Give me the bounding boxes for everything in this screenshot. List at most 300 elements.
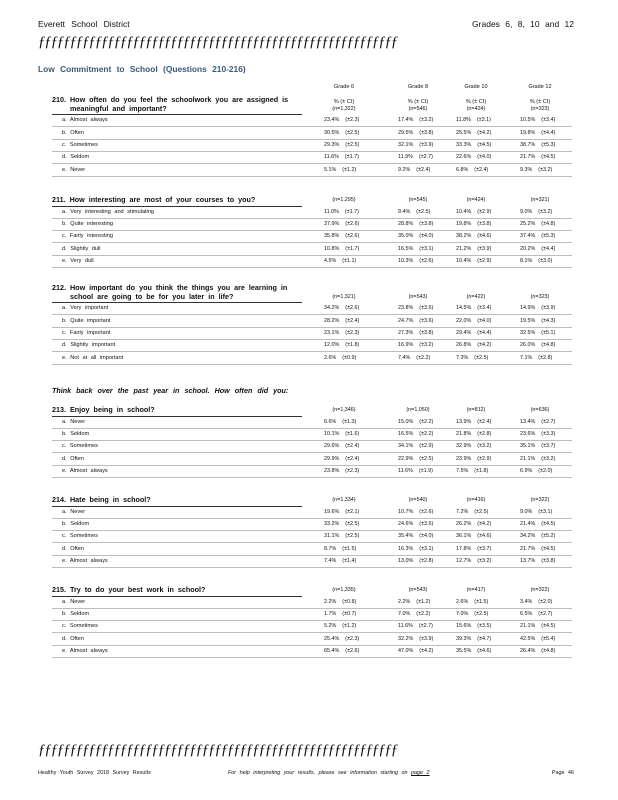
confidence-interval: (±1.1) <box>342 258 357 265</box>
sample-size: (n=540) <box>408 497 428 503</box>
confidence-interval: (±2.9) <box>419 443 434 450</box>
confidence-interval: (±4.4) <box>477 330 492 336</box>
row-divider <box>52 657 572 658</box>
percent-cell <box>324 305 359 311</box>
confidence-interval: (±3.6) <box>419 305 434 312</box>
grade-column-header: Grade 12 <box>528 84 552 90</box>
confidence-interval: (±3.5) <box>477 623 492 630</box>
percent-value: 32.2% <box>398 635 414 642</box>
percent-cell <box>520 258 552 264</box>
percent-value: 14.9% <box>520 305 536 312</box>
confidence-interval: (±5.3) <box>541 142 556 148</box>
percent-value: 34.2% <box>520 533 536 540</box>
percent-cell <box>520 521 555 527</box>
response-option-label: d. Seldom <box>62 154 90 161</box>
confidence-interval: (±2.9) <box>477 455 492 462</box>
percent-cell <box>456 342 491 348</box>
table-row <box>52 556 572 568</box>
confidence-interval: (±3.6) <box>419 521 434 527</box>
confidence-interval: (±1.2) <box>342 623 357 630</box>
percent-value: 11.9% <box>398 154 413 161</box>
district-name: Everett School District <box>38 19 130 29</box>
grade-column-header: Grade 10 <box>464 84 488 90</box>
sample-size: (n=636) <box>530 407 550 413</box>
percent-value: 29.3% <box>324 142 340 148</box>
confidence-interval: (±2.6) <box>419 508 434 515</box>
question-title <box>52 196 255 205</box>
ci-column-header: % (± CI) <box>529 99 551 105</box>
ci-column-header: % (± CI) <box>465 99 487 105</box>
percent-cell <box>520 431 555 437</box>
percent-value: 7.3% <box>456 354 469 361</box>
confidence-interval: (±1.4) <box>342 558 357 565</box>
percent-value: 7.4% <box>324 558 337 565</box>
percent-cell <box>520 468 552 474</box>
table-row <box>52 219 572 231</box>
percent-value: 2.2% <box>324 598 337 605</box>
sample-size: (n=543) <box>408 587 428 593</box>
percent-value: 8.7% <box>324 545 337 552</box>
response-option-label: a. Never <box>62 418 86 425</box>
table-row <box>52 646 572 658</box>
percent-value: 26.8% <box>456 342 472 349</box>
percent-cell <box>456 355 488 361</box>
percent-value: 25.4% <box>324 635 340 642</box>
confidence-interval: (±2.2) <box>416 354 431 361</box>
percent-cell <box>520 509 552 515</box>
percent-value: 5.2% <box>324 623 337 630</box>
percent-cell <box>324 318 359 324</box>
confidence-interval: (±4.8) <box>541 342 556 349</box>
percent-value: 22.9% <box>398 455 414 462</box>
confidence-interval: (±2.5) <box>345 142 360 148</box>
percent-cell <box>324 546 356 552</box>
table-row <box>52 544 572 556</box>
percent-cell <box>398 342 433 348</box>
response-option-label: c. Fairly interesting <box>62 233 113 240</box>
percent-cell <box>398 558 433 564</box>
percent-value: 13.9% <box>456 418 472 425</box>
percent-value: 24.6% <box>398 521 414 527</box>
percent-cell <box>324 558 356 564</box>
sample-size: (n=1,295) <box>332 197 356 203</box>
percent-value: 11.8% <box>456 117 471 124</box>
percent-value: 35.4% <box>398 533 414 540</box>
percent-value: 16.9% <box>398 342 414 349</box>
table-row <box>52 634 572 646</box>
percent-cell <box>456 533 491 539</box>
confidence-interval: (±0.9) <box>342 354 357 361</box>
percent-cell <box>324 521 359 527</box>
confidence-interval: (±2.2) <box>416 611 431 617</box>
confidence-interval: (±5.1) <box>541 330 556 336</box>
percent-cell <box>456 623 491 629</box>
percent-value: 36.1% <box>456 533 472 540</box>
confidence-interval: (±2.7) <box>541 418 556 425</box>
percent-cell <box>456 209 491 215</box>
confidence-interval: (±3.1) <box>476 117 491 124</box>
confidence-interval: (±3.2) <box>538 166 553 173</box>
percent-cell <box>324 209 359 215</box>
percent-cell <box>456 318 491 324</box>
confidence-interval: (±4.5) <box>541 521 556 527</box>
percent-value: 28.2% <box>324 317 340 324</box>
percent-value: 20.2% <box>520 245 536 252</box>
percent-value: 7.1% <box>520 354 533 361</box>
percent-cell <box>398 509 433 515</box>
table-row <box>52 165 572 177</box>
percent-cell <box>398 305 433 311</box>
response-option-label: c. Fairly important <box>62 330 111 336</box>
confidence-interval: (±2.6) <box>345 305 360 312</box>
confidence-interval: (±1.8) <box>345 342 360 349</box>
percent-value: 6.6% <box>324 418 337 425</box>
percent-cell <box>456 636 491 642</box>
sample-size: (n=1,321) <box>332 294 356 300</box>
percent-cell <box>398 130 433 136</box>
confidence-interval: (±2.5) <box>416 208 431 215</box>
percent-cell <box>398 154 433 160</box>
percent-value: 23.1% <box>324 330 340 336</box>
confidence-interval: (±4.4) <box>541 129 556 136</box>
response-option-label: a. Very important <box>62 305 109 312</box>
percent-cell <box>324 599 356 605</box>
confidence-interval: (±2.3) <box>345 635 360 642</box>
confidence-interval: (±1.7) <box>344 154 359 161</box>
response-option-label: e. Almost always <box>62 558 108 565</box>
question-title <box>52 284 287 301</box>
percent-cell <box>456 509 488 515</box>
confidence-interval: (±4.5) <box>541 623 556 630</box>
percent-value: 21.7% <box>520 545 536 552</box>
table-row <box>52 244 572 256</box>
confidence-interval: (±1.2) <box>342 166 357 173</box>
table-row <box>52 256 572 268</box>
confidence-interval: (±3.8) <box>477 221 492 227</box>
percent-value: 21.1% <box>520 623 536 630</box>
table-row <box>52 441 572 453</box>
percent-value: 9.4% <box>398 208 411 215</box>
percent-cell <box>520 318 555 324</box>
confidence-interval: (±3.4) <box>541 117 556 124</box>
confidence-interval: (±4.0) <box>477 154 492 161</box>
percent-cell <box>398 233 433 239</box>
percent-value: 13.4% <box>520 418 536 425</box>
percent-cell <box>398 318 433 324</box>
confidence-interval: (±3.1) <box>419 545 434 552</box>
response-option-label: c. Sometimes <box>62 533 98 540</box>
response-option-label: c. Sometimes <box>62 443 98 450</box>
percent-value: 26.2% <box>456 521 472 527</box>
sample-size: (n=422) <box>466 294 486 300</box>
question-title-line: 215. Try to do your best work in school? <box>52 585 206 594</box>
table-row <box>52 519 572 531</box>
percent-value: 10.8% <box>324 245 340 252</box>
confidence-interval: (±2.1) <box>345 508 360 515</box>
table-row <box>52 207 572 219</box>
confidence-interval: (±4.3) <box>541 317 556 324</box>
confidence-interval: (±2.5) <box>345 533 360 540</box>
percent-cell <box>398 221 433 227</box>
percent-cell <box>456 221 491 227</box>
response-option-label: b. Seldom <box>62 521 90 527</box>
percent-cell <box>520 611 552 617</box>
percent-cell <box>324 342 359 348</box>
percent-value: 24.7% <box>398 317 414 324</box>
confidence-interval: (±3.9) <box>419 635 434 642</box>
confidence-interval: (±2.5) <box>345 129 360 136</box>
grade-column-header: Grade 6 <box>333 84 355 90</box>
table-row <box>52 316 572 328</box>
confidence-interval: (±5.4) <box>541 635 556 642</box>
percent-value: 22.6% <box>456 154 472 161</box>
question-title <box>52 406 155 415</box>
confidence-interval: (±3.8) <box>541 558 556 565</box>
confidence-interval: (±2.6) <box>345 221 360 227</box>
confidence-interval: (±2.5) <box>419 455 434 462</box>
percent-value: 31.1% <box>324 533 340 540</box>
confidence-interval: (±2.2) <box>419 418 434 425</box>
sample-size: (n=416) <box>466 497 486 503</box>
percent-value: 33.3% <box>456 142 472 148</box>
percent-cell <box>324 533 359 539</box>
percent-value: 15.0% <box>398 418 414 425</box>
question-title <box>52 586 205 595</box>
percent-value: 23.4% <box>324 117 340 124</box>
percent-cell <box>324 443 359 449</box>
response-option-label: e. Almost always <box>62 468 108 475</box>
percent-cell <box>398 456 433 462</box>
confidence-interval: (±2.6) <box>419 258 434 265</box>
percent-value: 2.6% <box>324 354 337 361</box>
percent-value: 35.1% <box>520 443 536 450</box>
percent-value: 34.2% <box>324 305 340 312</box>
sample-size: (n=424) <box>466 197 486 203</box>
table-row <box>52 340 572 352</box>
page-number: Page 46 <box>551 770 574 776</box>
confidence-interval: (±2.7) <box>418 623 433 630</box>
percent-value: 65.4% <box>324 648 340 655</box>
percent-cell <box>398 117 433 123</box>
percent-value: 38.2% <box>456 233 472 240</box>
percent-cell <box>520 648 555 654</box>
table-row <box>52 621 572 633</box>
confidence-interval: (±1.7) <box>344 208 359 215</box>
row-divider <box>52 267 572 268</box>
percent-cell <box>324 167 356 173</box>
percent-value: 14.5% <box>456 305 472 312</box>
percent-cell <box>456 521 491 527</box>
percent-value: 25.5% <box>456 129 472 136</box>
confidence-interval: (±2.3) <box>345 468 360 475</box>
percent-value: 39.3% <box>456 635 472 642</box>
percent-cell <box>324 246 359 252</box>
response-option-label: a. Very interesting and stimulating <box>62 208 154 215</box>
confidence-interval: (±4.0) <box>419 233 434 240</box>
percent-value: 19.8% <box>456 221 472 227</box>
percent-value: 38.7% <box>520 142 536 148</box>
question-title-line: meaningful and important? <box>70 103 167 113</box>
percent-cell <box>456 258 491 264</box>
confidence-interval: (±2.8) <box>419 558 434 565</box>
percent-value: 11.6% <box>398 623 413 630</box>
percent-value: 28.8% <box>398 221 414 227</box>
percent-cell <box>456 246 491 252</box>
percent-value: 35.0% <box>398 233 414 240</box>
confidence-interval: (±2.4) <box>345 443 360 450</box>
percent-cell <box>324 509 359 515</box>
percent-cell <box>456 330 491 336</box>
confidence-interval: (±1.5) <box>342 545 357 552</box>
confidence-interval: (±4.6) <box>477 533 492 540</box>
percent-cell <box>456 599 488 605</box>
question-title-line: school are going to be for you later in life? <box>70 291 234 301</box>
percent-value: 26.0% <box>520 342 536 349</box>
confidence-interval: (±2.0) <box>538 468 553 475</box>
percent-cell <box>324 648 359 654</box>
page-link[interactable]: page 2 <box>411 770 430 776</box>
percent-cell <box>324 636 359 642</box>
confidence-interval: (±4.6) <box>477 233 492 240</box>
percent-value: 10.5% <box>520 117 536 124</box>
confidence-interval: (±2.8) <box>538 354 553 361</box>
response-option-label: e. Not at all important <box>62 354 124 361</box>
percent-cell <box>520 154 555 160</box>
confidence-interval: (±3.0) <box>538 258 553 265</box>
percent-value: 42.5% <box>520 635 536 642</box>
percent-value: 9.0% <box>520 508 533 515</box>
response-option-label: d. Often <box>62 455 84 462</box>
confidence-interval: (±2.5) <box>474 508 489 515</box>
percent-cell <box>520 330 555 336</box>
percent-value: 32.9% <box>456 443 472 450</box>
percent-cell <box>398 611 430 617</box>
confidence-interval: (±2.4) <box>345 317 360 324</box>
confidence-interval: (±2.9) <box>477 258 492 265</box>
percent-value: 10.3% <box>398 258 414 265</box>
percent-value: 10.1% <box>324 431 340 437</box>
percent-cell <box>456 117 491 123</box>
confidence-interval: (±2.6) <box>345 648 360 655</box>
confidence-interval: (±2.2) <box>419 431 434 437</box>
response-option-label: b. Seldom <box>62 431 90 437</box>
percent-cell <box>324 330 359 336</box>
percent-value: 7.2% <box>456 508 469 515</box>
confidence-interval: (±5.3) <box>541 233 556 240</box>
section-title: Low Commitment to School (Questions 210-216) <box>38 64 246 74</box>
percent-value: 7.0% <box>398 611 411 617</box>
confidence-interval: (±3.8) <box>419 330 434 336</box>
confidence-interval: (±4.8) <box>541 221 556 227</box>
percent-cell <box>520 546 555 552</box>
response-option-label: b. Quite interesting <box>62 221 113 227</box>
percent-cell <box>456 443 491 449</box>
confidence-interval: (±2.4) <box>474 166 489 173</box>
percent-cell <box>456 456 491 462</box>
sample-size: (n=321) <box>530 197 550 203</box>
sample-size: (n=323) <box>530 106 550 112</box>
percent-value: 12.7% <box>456 558 472 565</box>
percent-cell <box>456 167 488 173</box>
percent-cell <box>456 546 491 552</box>
response-option-label: d. Often <box>62 545 84 552</box>
percent-cell <box>398 546 433 552</box>
percent-cell <box>398 431 433 437</box>
percent-cell <box>520 443 555 449</box>
percent-cell <box>520 533 555 539</box>
percent-value: 29.6% <box>324 443 340 450</box>
question-title-line: 210. How often do you feel the schoolwork you are assigned is <box>52 95 289 104</box>
percent-value: 23.8% <box>398 305 414 312</box>
percent-value: 33.2% <box>324 521 340 527</box>
confidence-interval: (±4.0) <box>477 317 492 324</box>
percent-cell <box>456 611 488 617</box>
percent-cell <box>398 623 433 629</box>
percent-value: 37.9% <box>324 221 340 227</box>
percent-cell <box>324 468 359 474</box>
table-row <box>52 128 572 140</box>
percent-cell <box>456 558 491 564</box>
confidence-interval: (±3.2) <box>419 117 434 124</box>
percent-value: 8.1% <box>520 258 533 265</box>
percent-value: 4.5% <box>324 258 337 265</box>
question-title-line: 212. How important do you think the things you are learning in <box>52 283 288 292</box>
percent-value: 11.6% <box>324 154 339 161</box>
percent-value: 32.5% <box>520 330 536 336</box>
grades-label: Grades 6, 8, 10 and 12 <box>472 19 574 29</box>
percent-cell <box>456 648 491 654</box>
confidence-interval: (±3.1) <box>419 245 434 252</box>
percent-value: 21.2% <box>456 245 472 252</box>
percent-value: 30.5% <box>324 129 340 136</box>
percent-cell <box>520 130 555 136</box>
sample-size: (n=545) <box>408 197 428 203</box>
confidence-interval: (±2.4) <box>345 455 360 462</box>
percent-value: 9.3% <box>520 166 533 173</box>
confidence-interval: (±1.2) <box>416 598 431 605</box>
percent-cell <box>398 355 430 361</box>
confidence-interval: (±2.5) <box>474 354 489 361</box>
percent-value: 17.4% <box>398 117 414 124</box>
percent-cell <box>520 209 552 215</box>
row-divider <box>52 364 572 365</box>
sample-size: (n=1,346) <box>332 407 356 413</box>
percent-cell <box>456 431 491 437</box>
sample-size: (n=543) <box>408 294 428 300</box>
percent-cell <box>398 599 430 605</box>
confidence-interval: (±3.7) <box>477 545 492 552</box>
confidence-interval: (±0.7) <box>342 611 357 617</box>
percent-value: 35.5% <box>456 648 472 655</box>
response-option-label: c. Sometimes <box>62 623 98 630</box>
response-option-label: e. Almost always <box>62 648 108 655</box>
sample-size: (n=322) <box>530 497 550 503</box>
question-title-line: 213. Enjoy being in school? <box>52 405 155 414</box>
percent-cell <box>324 258 356 264</box>
response-option-label: d. Slightly important <box>62 342 116 349</box>
percent-cell <box>520 558 555 564</box>
confidence-interval: (±3.2) <box>477 558 492 565</box>
confidence-interval: (±2.9) <box>477 208 492 215</box>
confidence-interval: (±4.4) <box>541 245 556 252</box>
table-row <box>52 609 572 621</box>
confidence-interval: (±3.4) <box>477 305 492 312</box>
percent-value: 26.4% <box>520 648 536 655</box>
confidence-interval: (±3.3) <box>541 431 556 437</box>
confidence-interval: (±2.4) <box>416 166 431 173</box>
percent-value: 9.2% <box>398 166 411 173</box>
percent-cell <box>456 154 491 160</box>
